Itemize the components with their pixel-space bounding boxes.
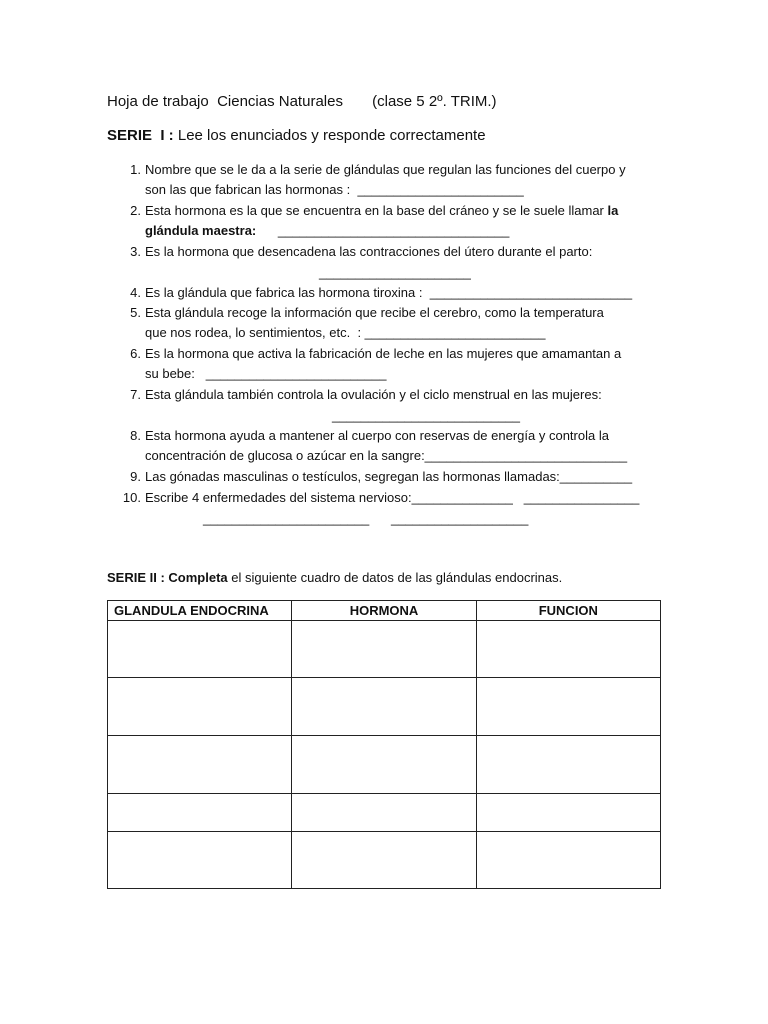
endocrine-glands-table bbox=[107, 600, 661, 889]
column-header-function: FUNCION bbox=[476, 601, 660, 621]
worksheet-title: Hoja de trabajo Ciencias Naturales (clase 5 2º. TRIM.) bbox=[107, 93, 497, 110]
table-row bbox=[108, 832, 661, 889]
question-answer-line[interactable]: concentración de glucosa o azúcar en la sangre:____________________________ bbox=[145, 448, 628, 463]
question-number: 7. bbox=[130, 387, 141, 402]
table-cell[interactable] bbox=[292, 794, 476, 832]
question-answer-line[interactable]: son las que fabrican las hormonas : _______________________ bbox=[145, 182, 524, 197]
question-number: 10. bbox=[122, 490, 141, 505]
table-cell[interactable] bbox=[292, 832, 476, 889]
column-header-hormone: HORMONA bbox=[292, 601, 476, 621]
table-cell[interactable] bbox=[292, 678, 476, 736]
table-cell[interactable] bbox=[476, 736, 660, 794]
table-cell[interactable] bbox=[476, 832, 660, 889]
column-header-gland: GLANDULA ENDOCRINA bbox=[108, 601, 292, 621]
table-cell[interactable] bbox=[108, 794, 292, 832]
table-header-row bbox=[108, 601, 661, 621]
question-answer-line[interactable]: _______________________ ___________________ bbox=[203, 511, 529, 526]
question-answer-line[interactable]: _____________________ bbox=[319, 265, 471, 280]
answer-blank[interactable]: ________________________________ bbox=[256, 223, 510, 238]
question-text-line: Esta glándula también controla la ovulación y el ciclo menstrual en las mujeres: bbox=[145, 387, 602, 402]
question-answer-line[interactable]: su bebe: _________________________ bbox=[145, 366, 387, 381]
table-row bbox=[108, 621, 661, 678]
question-number: 5. bbox=[130, 305, 141, 320]
serie2-label: SERIE II : bbox=[107, 570, 165, 585]
question-answer-line[interactable] bbox=[145, 221, 509, 241]
question-text-line[interactable]: Es la glándula que fabrica las hormona tiroxina : ____________________________ bbox=[145, 285, 633, 300]
question-number: 9. bbox=[130, 469, 141, 484]
serie2-bold-word: Completa bbox=[164, 570, 228, 585]
question-answer-line[interactable]: __________________________ bbox=[332, 408, 520, 423]
question-text-line[interactable]: Escribe 4 enfermedades del sistema nervioso:______________ ________________ bbox=[145, 490, 640, 505]
table-cell[interactable] bbox=[476, 678, 660, 736]
question-text-line: Es la hormona que activa la fabricación de leche en las mujeres que amamantan a bbox=[145, 346, 622, 361]
table-cell[interactable] bbox=[476, 621, 660, 678]
question-number: 8. bbox=[130, 428, 141, 443]
table-cell[interactable] bbox=[108, 832, 292, 889]
table-row bbox=[108, 678, 661, 736]
table-cell[interactable] bbox=[108, 621, 292, 678]
question-number: 2. bbox=[130, 203, 141, 218]
question-number: 3. bbox=[130, 244, 141, 259]
serie1-instruction: Lee los enunciados y responde correctamente bbox=[173, 127, 486, 144]
serie1-label: SERIE I : bbox=[107, 127, 174, 144]
serie1-heading bbox=[107, 127, 486, 144]
question-number: 1. bbox=[130, 162, 141, 177]
serie2-heading bbox=[107, 570, 562, 585]
table-cell[interactable] bbox=[108, 736, 292, 794]
question-text-line[interactable]: Las gónadas masculinas o testículos, segregan las hormonas llamadas:__________ bbox=[145, 469, 633, 484]
question-text-line: Esta glándula recoge la información que recibe el cerebro, como la temperatura bbox=[145, 305, 604, 320]
question-bold-text: glándula maestra: bbox=[145, 223, 257, 238]
question-text: Esta hormona es la que se encuentra en la base del cráneo y se le suele llamar bbox=[145, 203, 608, 218]
question-text-line bbox=[145, 201, 618, 221]
question-text-line: Esta hormona ayuda a mantener al cuerpo con reservas de energía y controla la bbox=[145, 428, 609, 443]
serie2-instruction: el siguiente cuadro de datos de las glándulas endocrinas. bbox=[227, 570, 563, 585]
question-number: 6. bbox=[130, 346, 141, 361]
question-text-line: Es la hormona que desencadena las contracciones del útero durante el parto: bbox=[145, 244, 593, 259]
question-number: 4. bbox=[130, 285, 141, 300]
table-cell[interactable] bbox=[292, 621, 476, 678]
table-cell[interactable] bbox=[292, 736, 476, 794]
table-cell[interactable] bbox=[108, 678, 292, 736]
table-cell[interactable] bbox=[476, 794, 660, 832]
question-text-line: Nombre que se le da a la serie de glándulas que regulan las funciones del cuerpo y bbox=[145, 162, 626, 177]
table-row bbox=[108, 736, 661, 794]
question-answer-line[interactable]: que nos rodea, lo sentimientos, etc. : _________________________ bbox=[145, 325, 546, 340]
table-row bbox=[108, 794, 661, 832]
question-bold-text: la bbox=[607, 203, 619, 218]
